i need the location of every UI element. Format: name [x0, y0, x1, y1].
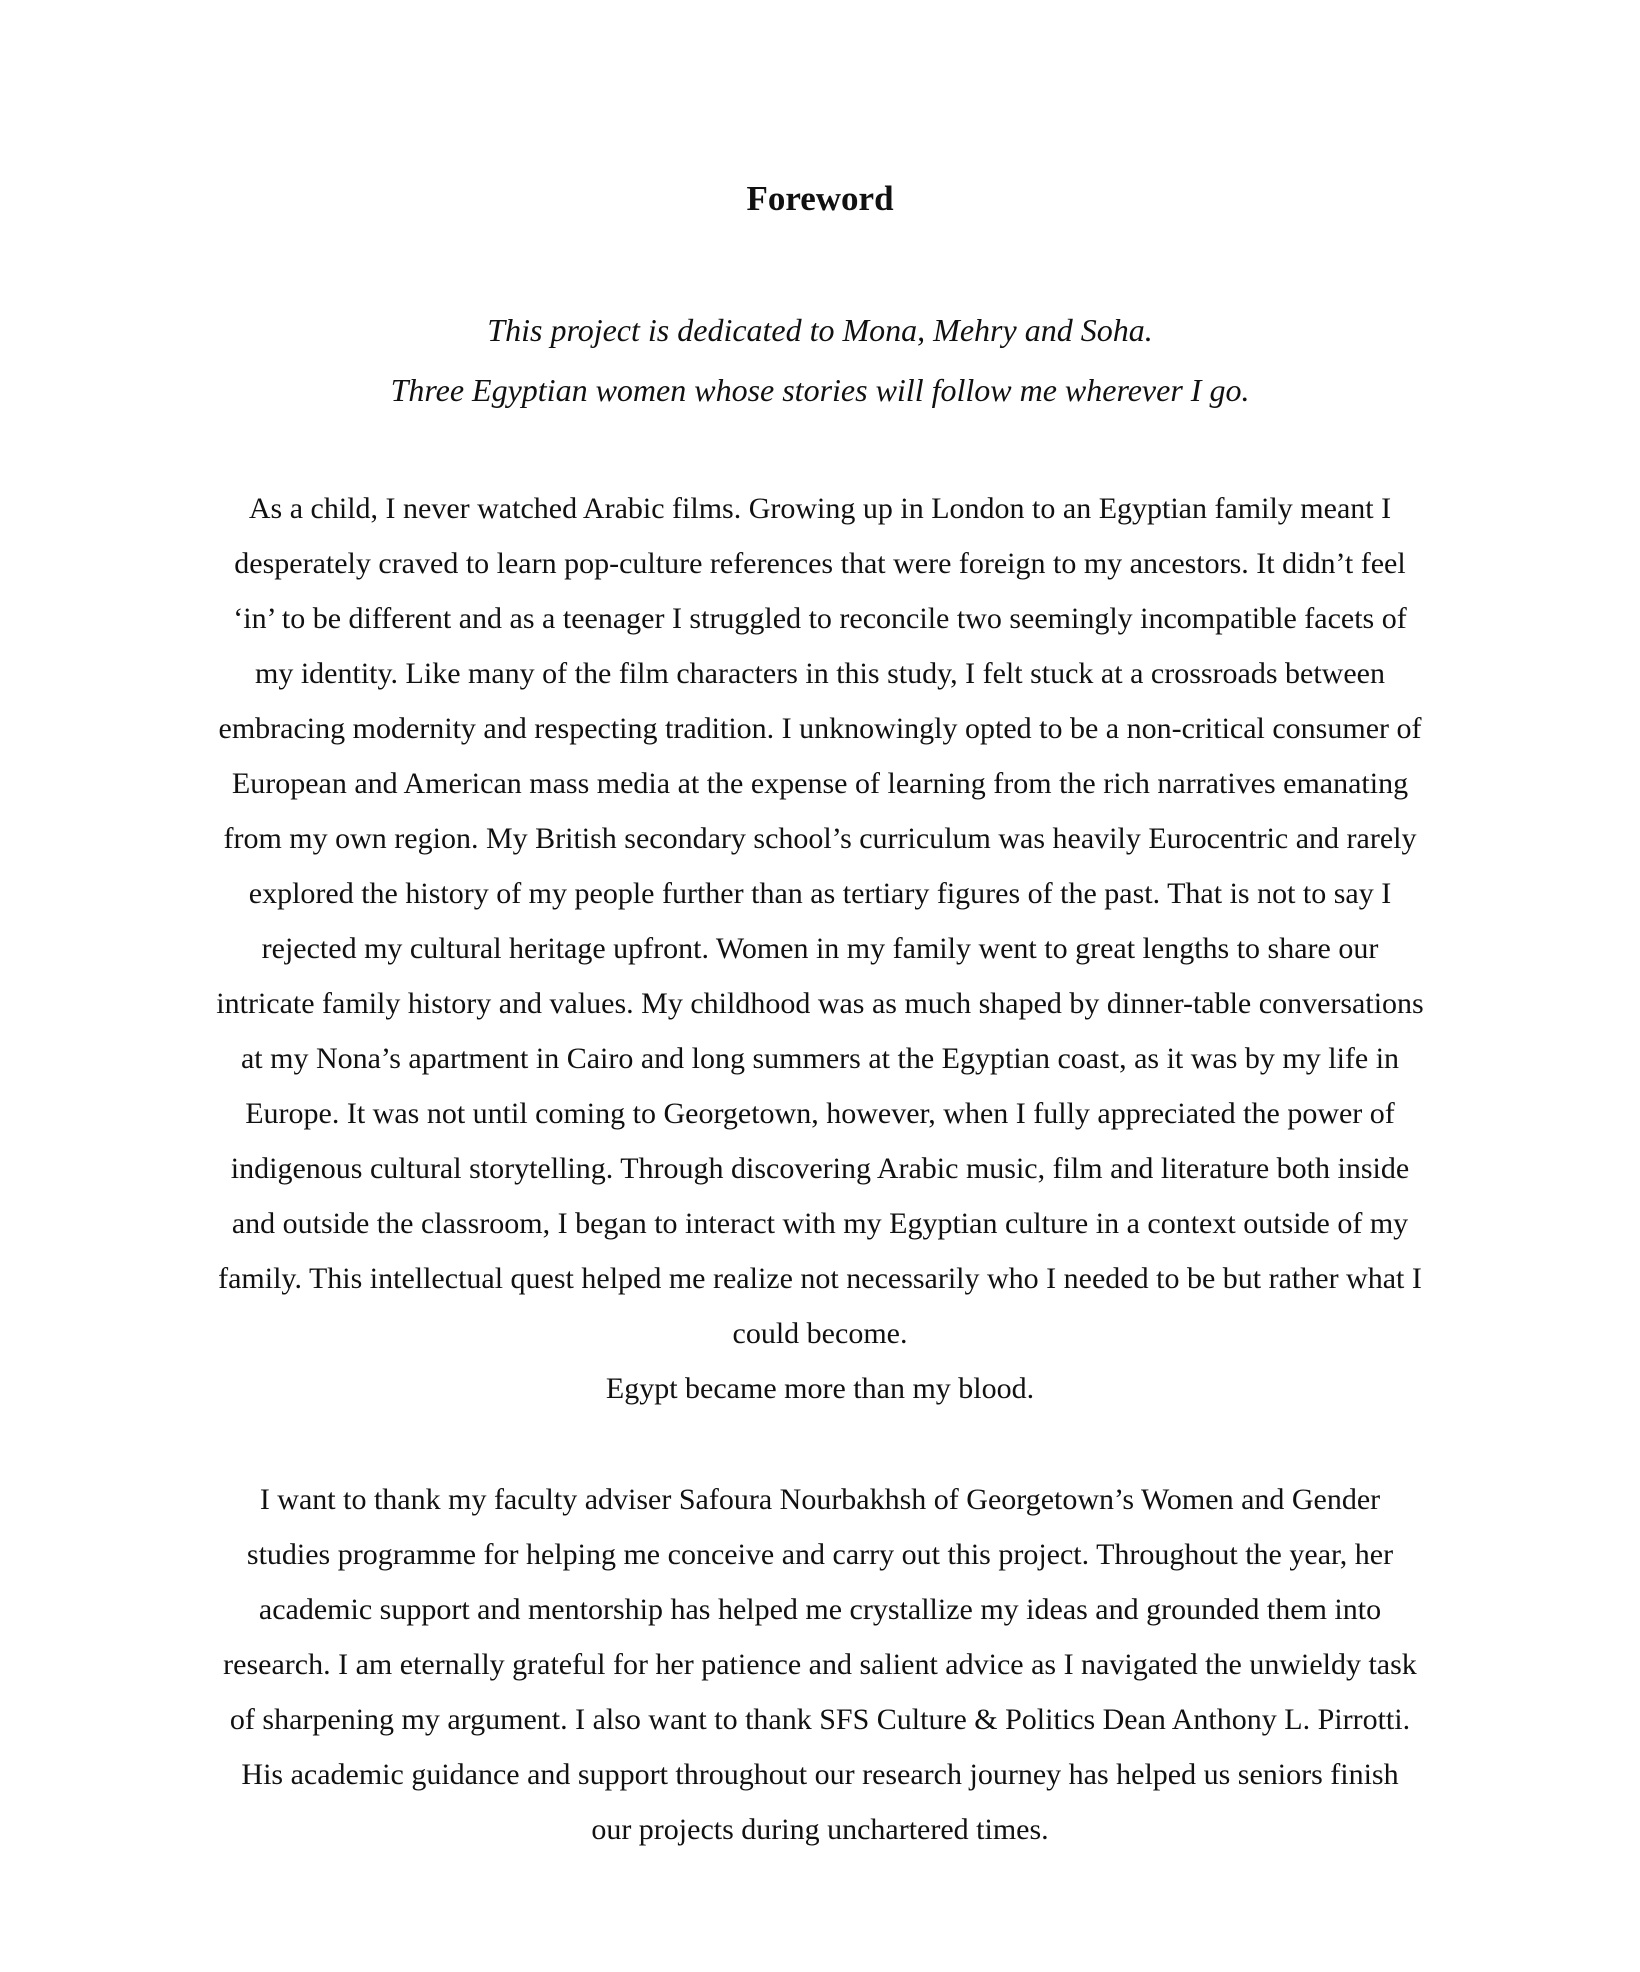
text-line: Egypt became more than my blood.: [605, 1372, 1035, 1405]
page-title: Foreword: [746, 179, 894, 218]
text-line: and outside the classroom, I began to interact with my Egyptian culture in a context outside of my: [231, 1207, 1409, 1240]
foreword-paragraph-1: [160, 481, 1480, 1416]
text-line: our projects during unchartered times.: [591, 1813, 1049, 1846]
text-line: I want to thank my faculty adviser Safoura Nourbakhsh of Georgetown’s Women and Gender: [259, 1483, 1381, 1516]
text-line: at my Nona’s apartment in Cairo and long summers at the Egyptian coast, as it was by my life in: [240, 1042, 1400, 1075]
text-line: intricate family history and values. My childhood was as much shaped by dinner-table conversations: [216, 987, 1424, 1020]
dedication-line: Three Egyptian women whose stories will follow me wherever I go.: [390, 372, 1250, 408]
text-line: rejected my cultural heritage upfront. Women in my family went to great lengths to share our: [261, 932, 1379, 965]
text-line: academic support and mentorship has helped me crystallize my ideas and grounded them into: [258, 1593, 1382, 1626]
text-line: of sharpening my argument. I also want to thank SFS Culture & Politics Dean Anthony L. Pirrotti.: [229, 1703, 1411, 1736]
text-line: Europe. It was not until coming to Georgetown, however, when I fully appreciated the power of: [245, 1097, 1395, 1130]
text-line: could become.: [732, 1317, 908, 1350]
text-line: As a child, I never watched Arabic films. Growing up in London to an Egyptian family meant I: [248, 492, 1392, 525]
text-line: desperately craved to learn pop-culture references that were foreign to my ancestors. It didn’t feel: [234, 547, 1406, 580]
text-line: explored the history of my people further than as tertiary figures of the past. That is not to say I: [248, 877, 1392, 910]
dedication: [0, 300, 1640, 420]
foreword-paragraph-2: [160, 1472, 1480, 1857]
text-line: from my own region. My British secondary school’s curriculum was heavily Eurocentric and rarely: [223, 822, 1417, 855]
text-line: studies programme for helping me conceive and carry out this project. Throughout the year, her: [246, 1538, 1394, 1571]
text-line: research. I am eternally grateful for her patience and salient advice as I navigated the unwieldy task: [223, 1648, 1417, 1681]
dedication-line: This project is dedicated to Mona, Mehry and Soha.: [487, 312, 1153, 348]
text-line: His academic guidance and support throughout our research journey has helped us seniors finish: [241, 1758, 1399, 1791]
text-line: my identity. Like many of the film characters in this study, I felt stuck at a crossroads between: [255, 657, 1385, 690]
text-line: indigenous cultural storytelling. Through discovering Arabic music, film and literature both inside: [230, 1152, 1410, 1185]
text-line: embracing modernity and respecting tradition. I unknowingly opted to be a non-critical consumer of: [218, 712, 1422, 745]
text-line: ‘in’ to be different and as a teenager I struggled to reconcile two seemingly incompatible facets of: [233, 602, 1407, 635]
text-line: European and American mass media at the expense of learning from the rich narratives emanating: [231, 767, 1409, 800]
text-line: family. This intellectual quest helped me realize not necessarily who I needed to be but rather what I: [218, 1262, 1422, 1295]
